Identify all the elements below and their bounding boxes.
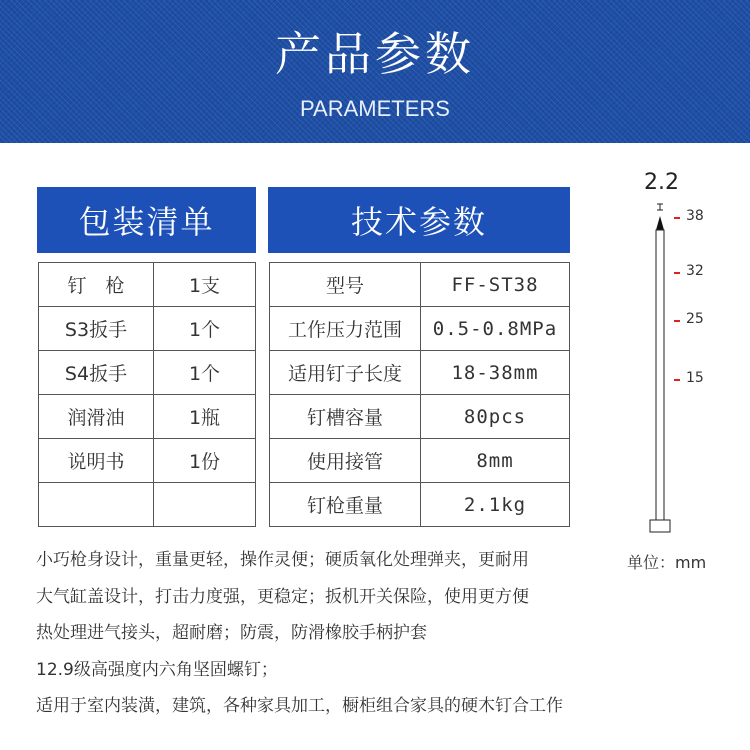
page-subtitle: PARAMETERS [300, 96, 450, 121]
packing-qty: 1份 [154, 439, 256, 483]
scale-tick-32 [674, 272, 680, 274]
scale-tick-15 [674, 379, 680, 381]
packing-qty: 1个 [154, 307, 256, 351]
param-name: 适用钉子长度 [270, 351, 421, 395]
packing-item: 润滑油 [39, 395, 154, 439]
page-title: 产品参数 [275, 27, 475, 81]
header-banner [0, 0, 750, 143]
packing-item: 说明书 [39, 439, 154, 483]
table-row [39, 395, 256, 439]
param-value: 18-38mm [421, 351, 570, 395]
packing-item: S3扳手 [39, 307, 154, 351]
param-value: 80pcs [421, 395, 570, 439]
table-row [39, 263, 256, 307]
scale-tick-38 [674, 217, 680, 219]
packing-qty: 1支 [154, 263, 256, 307]
param-name: 钉枪重量 [270, 483, 421, 527]
table-row [39, 307, 256, 351]
table-row [270, 483, 570, 527]
tech-params-table [269, 262, 570, 527]
nail-width-label: 2.2 [644, 170, 679, 195]
param-value: FF-ST38 [421, 263, 570, 307]
feature-line: 热处理进气接头，超耐磨；防震，防滑橡胶手柄护套 [36, 623, 427, 643]
packing-qty: 1瓶 [154, 395, 256, 439]
param-name: 钉槽容量 [270, 395, 421, 439]
param-name: 工作压力范围 [270, 307, 421, 351]
table-row [270, 439, 570, 483]
feature-line: 小巧枪身设计，重量更轻，操作灵便；硬质氧化处理弹夹，更耐用 [36, 550, 529, 570]
table-row [270, 307, 570, 351]
packing-item: 钉 枪 [39, 263, 154, 307]
feature-list [36, 542, 636, 725]
table-row [39, 351, 256, 395]
nail-crown [650, 520, 670, 532]
nail-shank [656, 230, 664, 520]
packing-item: S4扳手 [39, 351, 154, 395]
unit-label: 单位：mm [627, 553, 707, 572]
scale-tick-25 [674, 320, 680, 322]
nail-point [656, 216, 664, 230]
param-value: 8mm [421, 439, 570, 483]
table-row [270, 395, 570, 439]
param-value: 2.1kg [421, 483, 570, 527]
packing-list-title: 包装清单 [37, 187, 256, 253]
packing-qty [154, 483, 256, 527]
param-name: 型号 [270, 263, 421, 307]
scale-label: 32 [686, 263, 704, 279]
packing-item [39, 483, 154, 527]
feature-line: 大气缸盖设计，打击力度强，更稳定；扳机开关保险，使用更方便 [36, 586, 529, 607]
table-row [270, 263, 570, 307]
scale-label: 38 [686, 208, 704, 224]
tech-params-title: 技术参数 [268, 187, 570, 253]
nail-drawing [620, 200, 680, 580]
scale-label: 15 [686, 370, 704, 386]
packing-list-table [38, 262, 256, 527]
nail-diagram [620, 160, 750, 590]
param-name: 使用接管 [270, 439, 421, 483]
feature-line: 适用于室内装潢，建筑，各种家具加工，橱柜组合家具的硬木钉合工作 [36, 696, 563, 716]
param-value: 0.5-0.8MPa [421, 307, 570, 351]
table-row [39, 439, 256, 483]
scale-label: 25 [686, 311, 704, 327]
packing-qty: 1个 [154, 351, 256, 395]
table-row [270, 351, 570, 395]
feature-line: 12.9级高强度内六角坚固螺钉； [36, 659, 278, 680]
table-row [39, 483, 256, 527]
